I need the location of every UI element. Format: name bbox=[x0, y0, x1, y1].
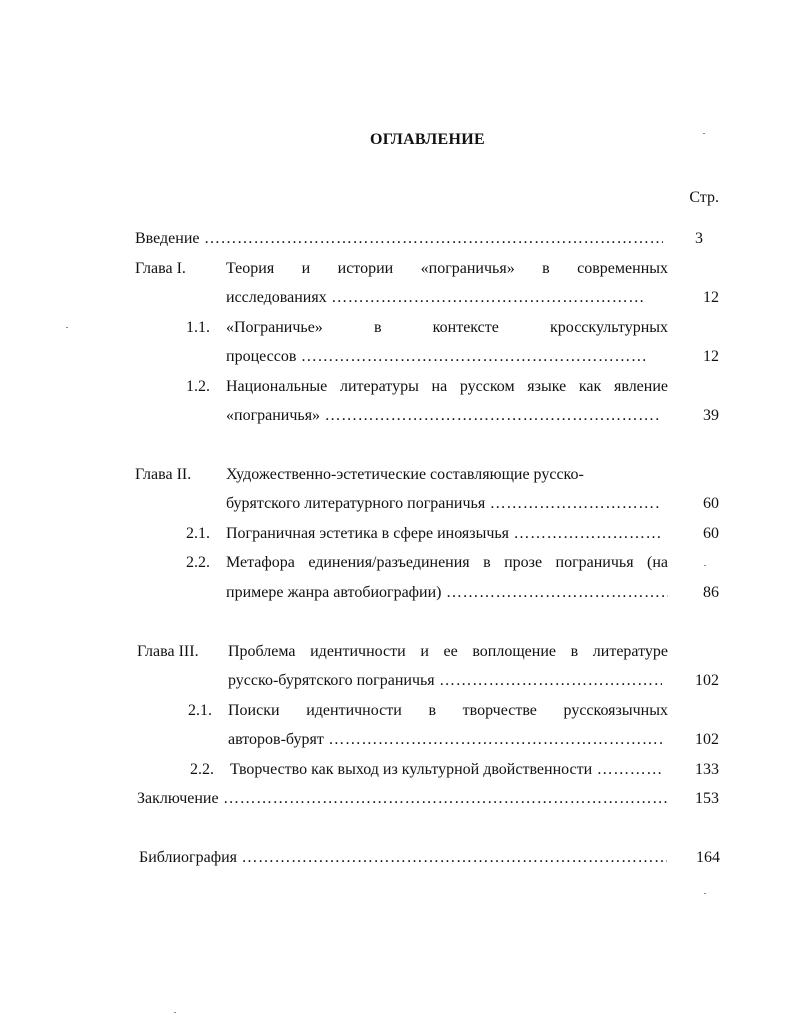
word: идентичности bbox=[306, 702, 402, 719]
toc-label: авторов-бурят bbox=[228, 731, 324, 748]
section-number: 2.2. bbox=[186, 554, 210, 571]
scan-speck bbox=[704, 565, 706, 566]
toc-label: Пограничная эстетика в сфере иноязычья bbox=[226, 525, 510, 542]
toc-entry-chapter-3: Проблема идентичности и ее воплощение в литературе bbox=[228, 643, 668, 660]
toc-entry-bibliography bbox=[139, 849, 667, 867]
word: кросскультурных bbox=[550, 319, 668, 336]
toc-entry-section-1-2: Национальные литературы на русском языке как явление bbox=[226, 378, 668, 395]
toc-page: 102 bbox=[695, 731, 719, 748]
section-number: 2.2. bbox=[190, 761, 214, 778]
toc-label: Библиография bbox=[139, 849, 237, 866]
toc-page: 39 bbox=[703, 407, 719, 424]
toc-entry-section-2-2-cont bbox=[226, 584, 668, 602]
toc-label: Заключение bbox=[137, 790, 219, 807]
toc-entry-section-1-2-cont bbox=[226, 407, 660, 425]
toc-label: Введение bbox=[135, 230, 200, 247]
toc-page: 133 bbox=[695, 761, 719, 778]
word: Теория bbox=[226, 260, 275, 277]
toc-page: 60 bbox=[703, 495, 719, 512]
toc-label: исследованиях bbox=[226, 289, 327, 306]
toc-entry-chapter-1 bbox=[226, 260, 668, 278]
word: в bbox=[373, 319, 382, 336]
section-number: 2.1. bbox=[188, 702, 212, 719]
word: контексте bbox=[432, 319, 499, 336]
toc-page: 102 bbox=[695, 672, 719, 689]
toc-entry-section-1-1-cont bbox=[226, 348, 646, 366]
scan-speck bbox=[66, 327, 68, 328]
word: истории bbox=[337, 260, 394, 277]
word: и bbox=[301, 260, 311, 277]
toc-entry-chapter-3-cont bbox=[228, 672, 662, 690]
scan-speck bbox=[703, 133, 705, 134]
toc-page: 12 bbox=[703, 348, 719, 365]
toc-entry-conclusion bbox=[137, 790, 667, 808]
toc-page: 86 bbox=[703, 584, 719, 601]
section-number: 1.1. bbox=[186, 319, 210, 336]
toc-label: русско-бурятского пограничья bbox=[228, 672, 435, 689]
toc-label: «пограничья» bbox=[226, 407, 321, 424]
toc-entry-intro bbox=[135, 230, 663, 248]
word: в bbox=[428, 702, 436, 719]
scan-speck bbox=[704, 893, 706, 894]
page-title: ОГЛАВЛЕНИЕ bbox=[370, 131, 485, 148]
word: русскоязычных bbox=[563, 702, 668, 719]
toc-entry-chapter-2-cont bbox=[226, 495, 660, 513]
word: Поиски bbox=[228, 702, 280, 719]
chapter-number: Глава III. bbox=[137, 643, 199, 660]
page-column-label: Стр. bbox=[689, 189, 719, 206]
toc-entry-section-3-2 bbox=[230, 761, 664, 779]
toc-label: примере жанра автобиографии) bbox=[226, 584, 442, 601]
word: современных bbox=[577, 260, 668, 277]
toc-entry-chapter-2: Художественно-эстетические составляющие русско- bbox=[226, 466, 584, 483]
toc-entry-chapter-1-cont bbox=[226, 289, 646, 307]
toc-page: 60 bbox=[703, 525, 719, 542]
toc-entry-section-2-2: Метафора единения/разъединения в прозе пограничья (на bbox=[226, 554, 668, 571]
chapter-number: Глава I. bbox=[135, 260, 186, 277]
word: творчестве bbox=[462, 702, 537, 719]
toc-entry-section-1-1 bbox=[226, 319, 668, 337]
chapter-number: Глава II. bbox=[135, 466, 192, 483]
toc-page: 153 bbox=[695, 790, 719, 807]
section-number: 2.1. bbox=[186, 525, 210, 542]
toc-page: 164 bbox=[696, 849, 720, 866]
word: в bbox=[542, 260, 550, 277]
toc-entry-section-3-1-cont bbox=[228, 731, 662, 749]
toc-label: Творчество как выход из культурной двойственности bbox=[230, 761, 593, 778]
toc-label: бурятского литературного пограничья bbox=[226, 495, 486, 512]
toc-page: 12 bbox=[703, 289, 719, 306]
toc-entry-section-2-1 bbox=[226, 525, 660, 543]
word: «пограничья» bbox=[420, 260, 515, 277]
toc-page: 3 bbox=[695, 230, 703, 247]
toc-label: процессов bbox=[226, 348, 297, 365]
word: «Пограничье» bbox=[226, 319, 323, 336]
toc-entry-section-3-1 bbox=[228, 702, 668, 720]
scan-speck bbox=[174, 1012, 176, 1013]
section-number: 1.2. bbox=[186, 378, 210, 395]
